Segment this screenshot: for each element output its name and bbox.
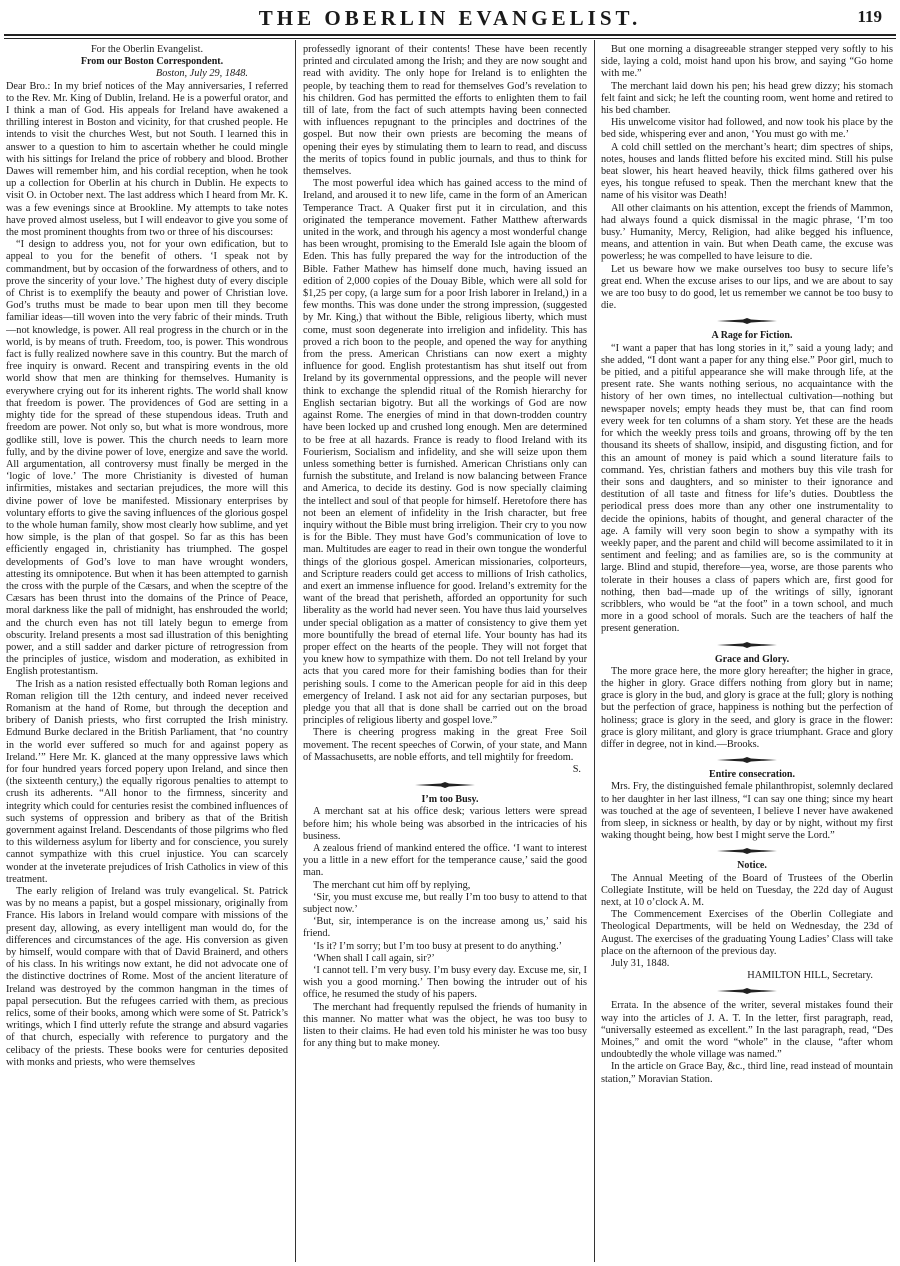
article-paragraph: There is cheering progress making in the great Free Soil movement. The recent speeches of Corwin, of your state, and Mann of Massachusetts, are noble efforts, and tell mightily for freedom.: [303, 727, 587, 763]
masthead: [4, 4, 896, 34]
article-paragraph: His unwelcome visitor had followed, and now took his place by the bed side, whispering ever and anon, ‘You must go with me.’: [601, 117, 893, 141]
section-divider: [601, 986, 893, 996]
article-paragraph: ‘I cannot tell. I’m very busy. I’m busy every day. Excuse me, sir, I wish you a good morning.’ Then bowing the intruder out of his office, he resumed the study of his papers.: [303, 965, 587, 1001]
section-divider: [303, 780, 587, 790]
column-1: [6, 44, 288, 1260]
section-divider: [601, 640, 893, 650]
article-paragraph: Mrs. Fry, the distinguished female philanthropist, solemnly declared to her daughter in her last illness, “I can say one thing; since my heart was touched at the age of seventeen, I believe I never have awakened from sleep, in sickness or health, by day or by night, without my first waking thought being, how best I might serve the Lord.”: [601, 781, 893, 842]
article-paragraph: “I design to address you, not for your own edification, but to appeal to you for the benefit of others. ‘I speak not by commandment, but by occasion of the forwardness of others, and to prove the sincerity of your love.’ The highest duty of every disciple of Christ is to exemplify the beauty and power of Christian love. God’s truths must be made to bear upon men till they become familiar ideas—till woven into the very fabric of their minds. Truth—not knowledge, is power. All real progress in the church or in the world, is by means of truth. Freedom, too, is power. This wondrous fact is fully realized nowhere save in this country. But the march of free inquiry is onward. Recent and transpiring events in the old world show that men are thinking for themselves. Humanity is everywhere crying out for its inherent rights. The world shall know that freedom is power. The providences of God are setting in a mighty tide for the spread of these stupendous ideas. Truth and freedom are power. Not only so, but what is more wondrous, more godlike still, love is power. This the church needs to learn more fully, and by the divine power of love, energize and save the world. All argumentation, all controversy must finally be merged in the ‘logic of love.’ The more Christianity is divested of human infirmities, mistakes and sectarian prejudices, the more will this divine power of love be manifested. Missionary enterprises by voluntary efforts to give the saving influences of the glorious gospel to the whole human family, show most clearly how sublime, and yet how simple, is the plan of that gospel. So far as this has been efficiently engaged in, christianity has triumphed. The gospel developments of God’s love to man have wrought wonders, attesting its omnipotence. But when it has been attempted to garnish the cross with the purple of the Cæsars, and when the sceptre of the Cæsars has been thrust into the domains of the Prince of Peace, moral darkness like the pall of midnight, has enshrouded the world; and the church even has not till lately begun to emerge from obscurity. Ireland presents a most sad illustration of this benighting power, and a still sadder and darker picture of retrogression from the principles of justice, wisdom and moderation, as exhibited in English protestantism.: [6, 239, 288, 678]
notice-date: July 31, 1848.: [611, 958, 670, 970]
article-paragraph: Dear Bro.: In my brief notices of the May anniversaries, I referred to the Rev. Mr. King of Dublin, Ireland. He is a powerful orator, and I think a man of God. His appeals for Ireland have awakened a thrilling interest in Boston and vicinity, for that crushed people. He intends to visit the churches West, but not South. I learned this in answer to a question to him to ascertain whether he could mingle with his sittings for Ireland the price of robbery and blood. Brother Dawes will remember him, and his cordial reception, when he took up a collection for Oberlin at his church in Dublin. He expects to visit O. in October next. The last address which I heard from Mr. K. was a few evenings since at Brookline. My attempts to take notes have proved almost useless, but I will endeavor to give you some of the most prominent thoughts from two or three of his discourses:: [6, 80, 288, 239]
article-source: For the Oberlin Evangelist.: [90, 44, 204, 55]
masthead-title: THE OBERLIN EVANGELIST.: [258, 6, 642, 30]
article-heading: Notice.: [737, 860, 767, 872]
article-heading: Grace and Glory.: [714, 653, 790, 665]
column-2: [303, 44, 587, 1260]
article-paragraph: A zealous friend of mankind entered the office. ‘I want to interest you a little in a new effort for the temperance cause,’ said the good man.: [303, 843, 587, 879]
masthead-rule-thin: [4, 38, 896, 39]
divider-ornament: [717, 318, 777, 324]
article-dateline: Boston, July 29, 1848.: [155, 68, 248, 80]
article-paragraph: “I want a paper that has long stories in it,” said a young lady; and she added, “I dont want a paper for any thing else.” Poor girl, much to be pitied, and a pitiful appearance she will make through life, at the present rate. She wants nothing serious, no acquaintance with the history of her own times, no intellectual cultivation—nothing but newspaper novels; empty heads they must be, that can find room every week for ten columns of a sham story. Yet these are the heads for which the weekly press toils and groans, throwing off by the ten thousand its sheets of shallow, insipid, and disgusting fiction, and for this an amount of money is paid which a sound literature fails to command. Yes, christian fathers and mothers buy this vile trash for their sons and daughters, and so minister to their ignorance and destitution of all taste and fitness for life’s duties. Doubtless the periodical press does more than any other one instrumentality to decide the opinions, habits of thought, and general character of the age. A family will very soon begin to show a sympathy with its weekly paper, and the parent and child will become assimilated to it in sentiment and feeling; and as families are, so is the community at large. Blind and stupid, therefore—yea, worse, are those parents who tolerate in their houses a class of papers which are, first good for nothing, then bad—made up of the writings of silly, ignorant scribblers, who would be “at the foot” in a town school, and much more in a good school of morals. Such are the teachers of half the present generation.: [601, 342, 893, 635]
article-paragraph: The early religion of Ireland was truly evangelical. St. Patrick was by no means a papist, but a gospel missionary, originally from France. His labors in Ireland would compare with missions of the present day, allowing, as every intelligent man would do, for the differences and circumstances of the age. His conversion as given by himself, would compare with that of David Brainerd, and others of his class. In his writings now extant, he did not advocate one of the distinctive doctrines of Rome. Most of the ancient literature of Ireland was destroyed by the common hangman in the times of papal persecution. But the refugees carried with them, as precious relics, some of their books, among which were some of St. Patrick’s writings, which I find utterly refute the strange and absurd vagaries of that church, especially with reference to purgatory and the celibacy of the priests. These books were for centuries deposited with monks and priests, who were themselves: [6, 886, 288, 1068]
errata-paragraph: In the article on Grace Bay, &c., third line, read instead of mountain station,” Moravian Station.: [601, 1061, 893, 1085]
article-signature: S.: [572, 763, 581, 775]
article-heading: I’m too Busy.: [421, 794, 479, 806]
article-paragraph: Let us beware how we make ourselves too busy to secure life’s great end. When the excuse arises to our lips, and we are about to say we are too busy to do good, let us remember we cannot be too busy to die.: [601, 263, 893, 312]
article-heading: Entire consecration.: [709, 769, 795, 781]
article-paragraph: ‘Sir, you must excuse me, but really I’m too busy to attend to that subject now.’: [303, 891, 587, 916]
article-paragraph: The merchant laid down his pen; his head grew dizzy; his stomach felt faint and sick; he left the counting room, went home and retired to his bed chamber.: [601, 80, 893, 117]
divider-ornament: [717, 642, 777, 648]
article-paragraph: The more grace here, the more glory hereafter; the higher in grace, the higher in glory. Grace differs nothing from glory but in name; grace is glory in the bud, and glory is grace at the full; glory is nothing but the perfection of grace, happiness is nothing but the perfection of holiness; grace is glory in the seed, and glory is grace in the flower: grace is glory militant, and glory is grace triumphant. Grace and glory differ in degree, not in kind.—Brooks.: [601, 665, 893, 750]
divider-ornament: [717, 757, 777, 763]
section-divider: [601, 755, 893, 765]
article-paragraph: All other claimants on his attention, except the friends of Mammon, had always found a quick dismissal in the magic phrase, ‘I’m too busy.’ Humanity, Mercy, Religion, had alike begged his influence, means, and attention in vain. But when Death came, the excuse was powerless; he was compelled to have leisure to die.: [601, 202, 893, 263]
notice-signature: HAMILTON HILL, Secretary.: [747, 970, 873, 982]
article-paragraph: A cold chill settled on the merchant’s heart; dim spectres of ships, notes, houses and lands flitted before his excited mind. Still his pulse beat slower, his heart heaved heavily, thick films gathered over his eyes, his tongue refused to speak. Then the merchant knew that the name of his visitor was Death!: [601, 141, 893, 202]
column-divider: [594, 40, 595, 1262]
article-paragraph: A merchant sat at his office desk; various letters were spread before him; his whole being was absorbed in the intricacies of his business.: [303, 806, 587, 842]
article-paragraph: ‘But, sir, intemperance is on the increase among us,’ said his friend.: [303, 916, 587, 940]
article-paragraph: The Annual Meeting of the Board of Trustees of the Oberlin Collegiate Institute, will be held on Tuesday, the 22d day of August next, at 10 o’clock A. M.: [601, 872, 893, 908]
article-paragraph: ‘Is it? I’m sorry; but I’m too busy at present to do anything.’: [313, 940, 563, 952]
errata-paragraph: Errata. In the absence of the writer, several mistakes found their way into the articles of J. A. T. In the letter, first paragraph, read, “universally esteemed as excellent.” In the last paragraph, read, “Des Moines,” and omit the word “whole” in the clause, “after whom undoubtedly the whole village was named.”: [601, 1000, 893, 1061]
section-divider: [601, 316, 893, 326]
article-paragraph: ‘When shall I call again, sir?’: [313, 952, 435, 964]
article-paragraph: The most powerful idea which has gained access to the mind of Ireland, and aroused it to new life, came in the form of an American Temperance Tract. A Quaker first put it in circulation, and this originated the temperance movement. Father Matthew afterwards united in the work, and through his agency a most wonderful change has been wrought, promising to the Emerald Isle again the bloom of Eden. This has fully prepared the way for the introduction of the Bible. Father Mathew has himself done much, having issued an edition of 2,000 copies of the Douay Bible, which were all sold for $1,25 per copy, (a large sum for a poor Irish laborer in Ireland,) in a few months. This was done under the strong impression, (suggested by Mr. King,) that without the Bible, religious liberty, which must come, must soon degenerate into irreligion and infidelity. This has proved a rich boon to the people, and opened the way for anything from the press. American Christians can now exert a mighty influence for good. English protestantism has shut itself out from Ireland by its governmental oppressions, and the people will never think to exchange the splendid ritual of the Romish hierarchy for English sectarian bigotry. But all the workings of God are now against Rome. The energies of mind in that down-trodden country have been locked up and crushed long enough. Men are determined to be free at all hazards. France is ready to flood Ireland with its Fourierism, Socialism and infidelity, and she will seize upon them unless something better is furnished. American Christians only can furnish the substitute, and Ireland is now balancing between France and America, to decide its destiny. God is now specially claiming the intellect and soul of that people for himself. Heretofore there has not been an element of infidelity in the Irish character, but free inquiry without the Bible must bring irreligion. Their cry to you now is for the Bible. They must have God’s communication of love to man. Multitudes are eager to read in their own tongue the wonderful things of the glorious gospel. American missionaries, colporteurs, and Scripture readers could get access to millions of Irish catholics, and exert an immense influence for good. Ireland’s extremity for the want of the bread that perisheth, afforded an opportunity for such liberality as the world had never seen. You have thus laid yourselves under special obligation as a matter of consistency to give them yet more bountifully the bread of eternal life. Your bounty has had its proper effect on the hearts of the people. They will not forget that you knew how to sympathize with them. Do not tell Ireland by your acts that you cared more for their famishing bodies than for their perishing souls. I come to the American people for aid in this deep emergency of Ireland. I ask not aid for any sectarian purposes, but pledge you that all that is done shall be carried out on the broad principles of religious liberty and gospel love.”: [303, 178, 587, 727]
article-heading: From our Boston Correspondent.: [80, 56, 224, 68]
divider-ornament: [415, 782, 475, 788]
page-number: 119: [857, 7, 882, 26]
article-paragraph: The merchant cut him off by replying,: [313, 879, 471, 891]
article-paragraph: The Irish as a nation resisted effectually both Roman legions and Roman religion till the 12th century, and indeed never received Romanism at the hand of Rome, but through the deception and bribery of Danish priests, who first corrupted the Irish ministry. Edmund Burke declared in the British Parliament, that ‘no country in the world ever suffered so much for and against popery as Ireland.’” Here Mr. K. glanced at the many oppressive laws which for four hundred years forced popery upon Ireland, and since then (the sixteenth century,) the equally rigorous penalties to attempt to crush its adherents. “All honor to the firmness, sincerity and integrity which could for centuries resist the combined influences of such systems of oppression and bribery as that of the British government against Ireland. Descendants of those pilgrims who fled to this wilderness asylum for liberty and for conscience, you surely cannot sympathize with this cruel injustice. You can scarcely wonder at the inveterate prejudices of Irish Catholics in view of this treatment.: [6, 678, 288, 885]
divider-ornament: [717, 988, 777, 994]
article-paragraph: The Commencement Exercises of the Oberlin Collegiate and Theological Departments, will be held on Wednesday, the 23d of August. The exercises of the graduating Young Ladies’ Class will take place on the afternoon of the previous day.: [601, 909, 893, 957]
article-heading: A Rage for Fiction.: [711, 330, 793, 342]
column-divider: [295, 40, 296, 1262]
article-paragraph: professedly ignorant of their contents! These have been recently printed and circulated among the Irish; and they are now sought and read with avidity. The only hope for Ireland is to enlighten the people, by teaching them to read for themselves God’s revelation to his children. God has permitted the efforts to enlighten them to fail till of late, from the fact of such attempts having been connected with influences repugnant to the principles and doctrines of the gospel. But now their own priests are becoming the means of opening their eyes by stimulating them to learn to read, and discuss the merits of topics found in public journals, and thus to think for themselves.: [303, 44, 587, 178]
divider-ornament: [717, 848, 777, 854]
column-3: [601, 44, 893, 1260]
article-paragraph: The merchant had frequently repulsed the friends of humanity in this manner. No matter what was the object, he was too busy to listen to their claims. He had even told his minister he was too busy for any thing but to make money.: [303, 1001, 587, 1050]
section-divider: [601, 846, 893, 856]
masthead-rule: [4, 34, 896, 36]
article-paragraph: But one morning a disagreeable stranger stepped very softly to his side, laying a cold, moist hand upon his brow, and saying “Go home with me.”: [601, 44, 893, 80]
